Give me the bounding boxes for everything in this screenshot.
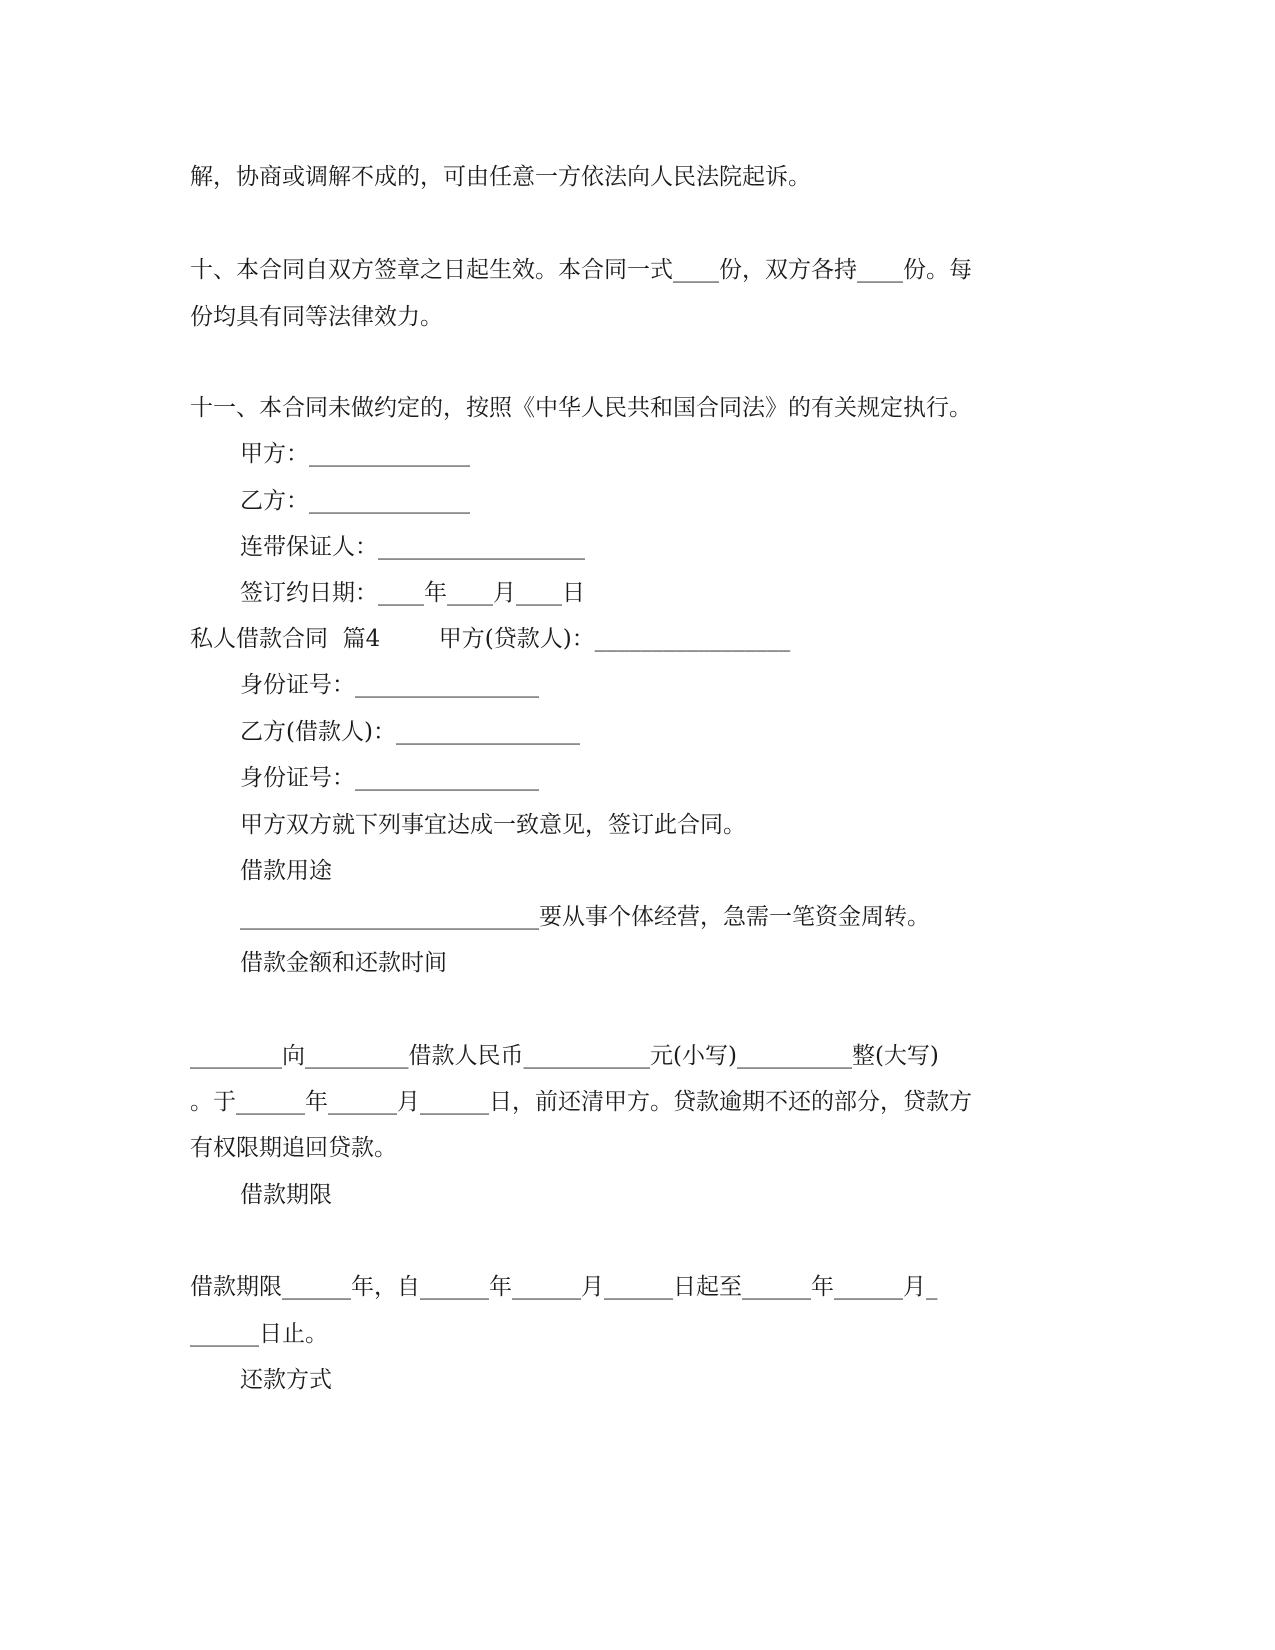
amount-line-1: ________向_________借款人民币___________元(小写)__________整(大写) [190,1043,939,1069]
agreement-intro: 甲方双方就下列事宜达成一致意见，签订此合同。 [240,812,746,838]
loan-term-line-1: 借款期限______年，自______年______月______日起至______年______月_ [190,1274,938,1300]
amount-line-2: 。于______年______月______日，前还清甲方。贷款逾期不还的部分，贷款方 [190,1089,972,1115]
borrower-id-number: 身份证号：________________ [240,765,539,791]
amount-line-3: 有权限期追回贷款。 [190,1135,397,1161]
loan-purpose-text: __________________________要从事个体经营，急需一笔资金周转。 [240,904,930,930]
signature-date: 签订约日期：____年____月____日 [240,580,585,606]
section-heading-loan-term: 借款期限 [240,1182,332,1208]
clause-10-line-2: 份均具有同等法律效力。 [190,304,443,330]
section-heading-repayment-method: 还款方式 [240,1367,332,1393]
borrower-line: 乙方(借款人)：________________ [240,719,580,745]
signature-guarantor: 连带保证人：__________________ [240,534,585,560]
clause-11: 十一、本合同未做约定的，按照《中华人民共和国合同法》的有关规定执行。 [190,395,972,421]
signature-party-a: 甲方：______________ [240,441,470,467]
lender-id-number: 身份证号：________________ [240,672,539,698]
signature-party-b: 乙方：______________ [240,488,470,514]
clause-9-continuation: 解，协商或调解不成的，可由任意一方依法向人民法院起诉。 [190,164,811,190]
section-heading-loan-purpose: 借款用途 [240,858,332,884]
contract-4-heading: 私人借款合同 篇4 甲方(贷款人)：_________________ [190,626,791,652]
clause-10-line-1: 十、本合同自双方签章之日起生效。本合同一式____份，双方各持____份。每 [190,257,972,283]
section-heading-amount-and-repayment: 借款金额和还款时间 [240,950,447,976]
loan-term-line-2: ______日止。 [190,1321,328,1347]
